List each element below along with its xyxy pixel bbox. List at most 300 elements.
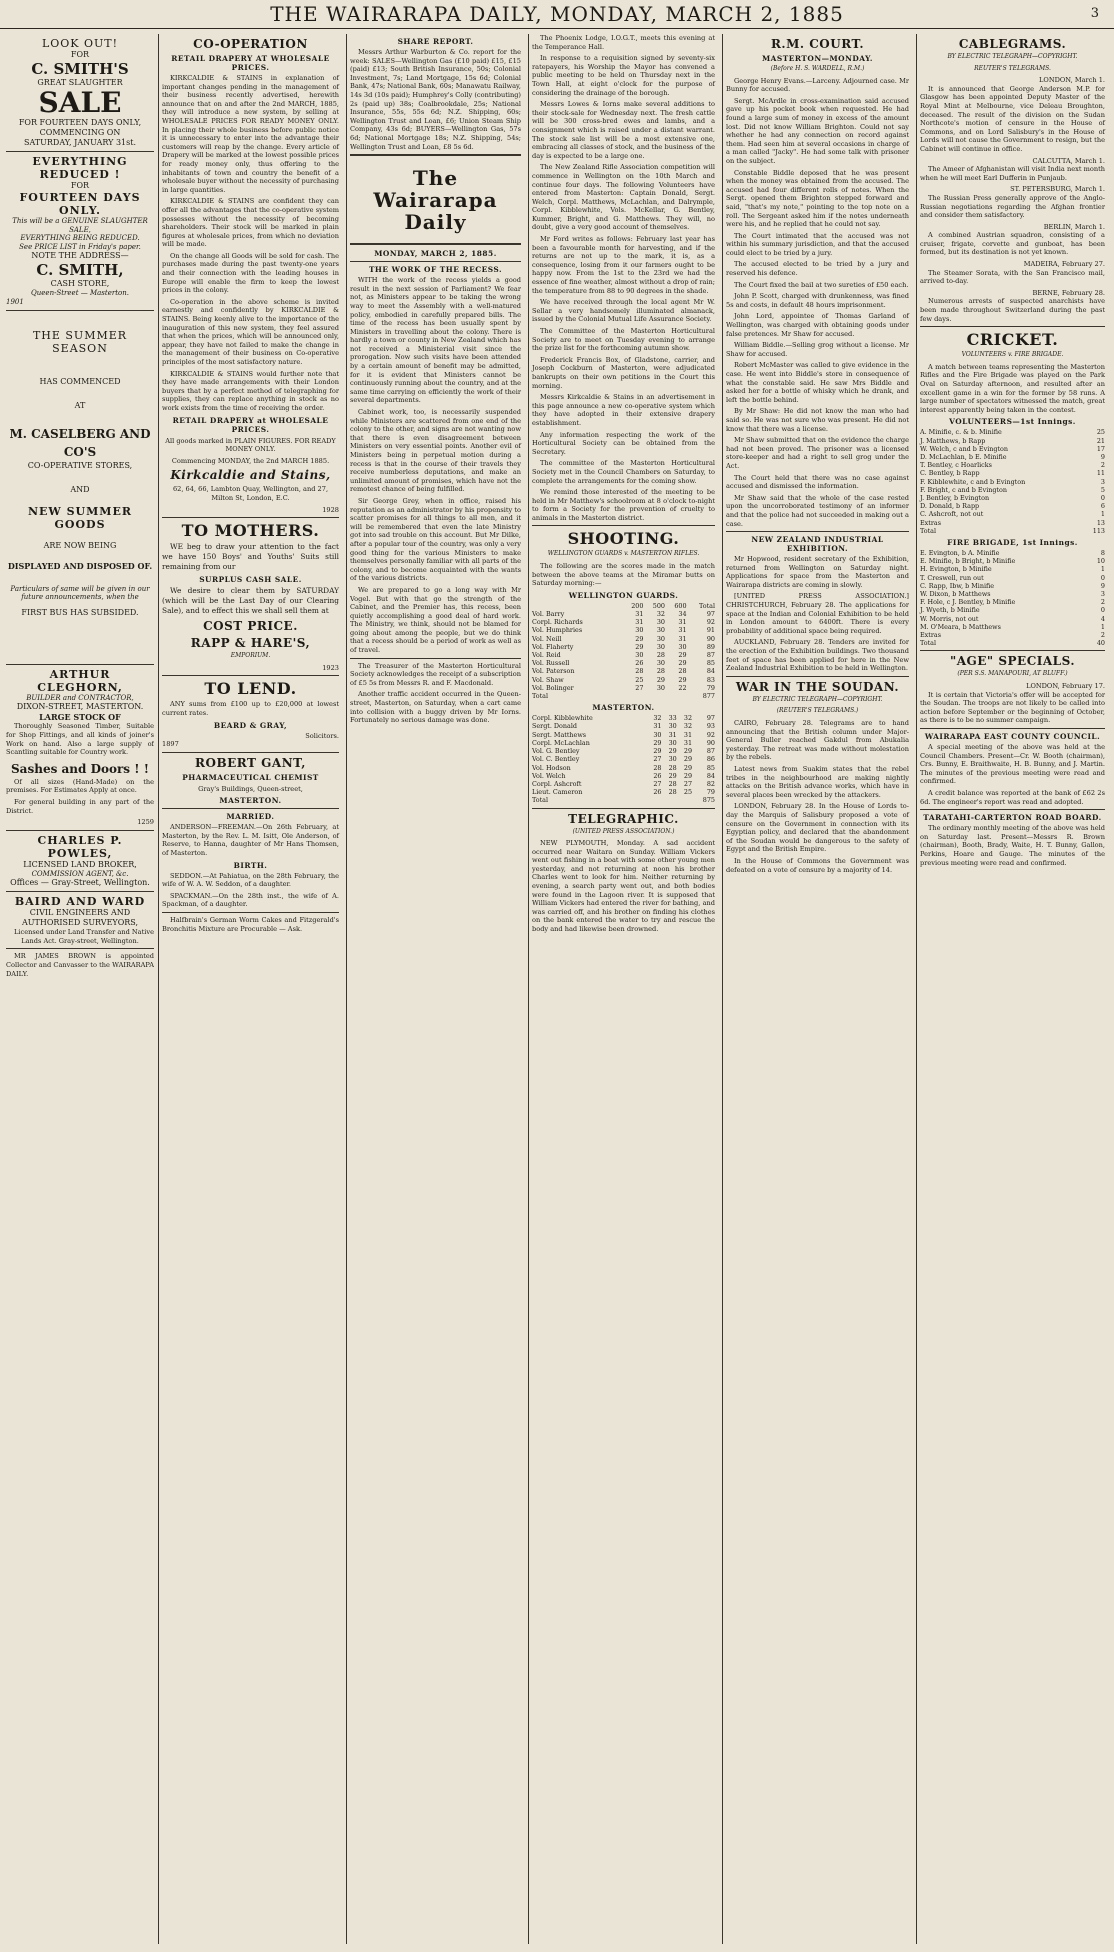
dateline: LONDON, February 17. bbox=[1026, 682, 1105, 691]
ad-line: C. SMITH'S bbox=[31, 60, 129, 78]
divider bbox=[162, 752, 339, 753]
ad-line: HAS COMMENCED bbox=[39, 376, 121, 386]
score-table-masterton bbox=[532, 714, 715, 804]
score-cell: 28 bbox=[678, 667, 687, 676]
batsman-name: D. Donald, b Rapp bbox=[920, 502, 980, 511]
runs-cell: 1 bbox=[1100, 510, 1105, 519]
player-name: Vol. Hodson bbox=[532, 763, 571, 772]
section-heading: TELEGRAPHIC. bbox=[568, 811, 679, 826]
range-header: 500 bbox=[652, 601, 665, 610]
ad-line: PHARMACEUTICAL CHEMIST bbox=[182, 772, 319, 782]
article-paragraph: Constable Biddle deposed that he was present when the money was obtained from the accused. The accused had four different rolls of notes. When the Sergt. opened them Brighton stepped forward and said, "that's my note," pointing to the top note on a roll. The Sergeant asked him if the notes underneath were his, and he replied that he could not say. bbox=[726, 168, 909, 229]
divider bbox=[162, 517, 339, 518]
score-cell: 25 bbox=[635, 675, 644, 684]
section-subheading: (UNITED PRESS ASSOCIATION.) bbox=[572, 827, 675, 835]
table-row bbox=[920, 549, 1105, 557]
runs-cell: 25 bbox=[1096, 428, 1105, 437]
notice: Halfbrain's German Worm Cakes and Fitzgerald's Bronchitis Mixture are Procurable — Ask. bbox=[162, 916, 339, 933]
runs-cell: 0 bbox=[1100, 494, 1105, 502]
article-paragraph: Mr Shaw said that the whole of the case rested upon the uncorroborated testimony of an informer and that the police had not succeeded in making out a case. bbox=[726, 493, 909, 528]
runs-cell: 3 bbox=[1100, 477, 1105, 486]
score-cell: 87 bbox=[706, 747, 715, 756]
article-paragraph: KIRKCALDIE & STAINS would further note that they have made arrangements with their London buyers that by a perfect method of telegraphing for supplies, they can replace anything in stock as no work exists from the time of receiving the order. bbox=[162, 369, 339, 412]
ad-body: We desire to clear them by SATURDAY (which will be the Last Day of our Clearing Sale), and to effect this we shall sell them at bbox=[162, 586, 339, 616]
score-cell: 31 bbox=[635, 610, 644, 619]
ad-line: ARE NOW BEING bbox=[43, 540, 117, 550]
score-cell: 31 bbox=[635, 618, 644, 627]
article-paragraph: We are prepared to go a long way with Mr Vogel. But with that go the strength of the Cabinet, and the Premier has, this recess, been quietly accomplishing a good deal of hard work. The Ministry, we think, should not be blamed for going about among the people, but we do think that a recess should be a period of work as well as of travel. bbox=[350, 585, 521, 655]
ad-body: For general building in any part of the District. bbox=[6, 797, 154, 815]
score-cell: 92 bbox=[706, 730, 715, 739]
ad-body: Of all sizes (Hand-Made) on the premises. For Estimates Apply at once. bbox=[6, 777, 154, 795]
article-paragraph: The Treasurer of the Masterton Horticultural Society acknowledges the receipt of a subscription of £5 5s from Messrs R. and F. Macdonald. bbox=[350, 661, 521, 687]
masthead-title: THE WAIRARAPA DAILY, MONDAY, MARCH 2, 1885 bbox=[270, 2, 844, 26]
section-heading: TARATAHI-CARTERTON ROAD BOARD. bbox=[923, 813, 1102, 823]
table-row bbox=[920, 510, 1105, 518]
table-row bbox=[532, 764, 715, 772]
player-name: Vol. Humphries bbox=[532, 626, 583, 635]
table-row bbox=[532, 651, 715, 659]
dateline: CALCUTTA, March 1. bbox=[1032, 156, 1105, 165]
score-cell: 83 bbox=[706, 675, 715, 684]
section-heading: CABLEGRAMS. bbox=[958, 37, 1067, 51]
table-row bbox=[920, 606, 1105, 614]
score-cell: 30 bbox=[668, 738, 677, 747]
runs-cell: 17 bbox=[1096, 444, 1105, 453]
score-cell: 31 bbox=[678, 618, 687, 627]
article-paragraph: Messrs Arthur Warburton & Co. report for the week: SALES—Wellington Gas (£10 paid) £15, £15 (paid) £13; South British Insurance, 50s; Colonial Investment, 7s; Land Mortgage, 15s 6d; Colonial Bank, 47s; National Bank, 60s; Manawatu Railway, 14s 3d (10s paid); Humphrey's Colly (contributing) 2s (paid up) 38s; Coalbrookdale, 25s; National Insurance, 55s, 55s 6d; N.Z. Shipping, 60s; Wellington Trust and Loan, £6; Union Steam Ship Company, 43s 6d; BUYERS—Wellington Gas, 57s 6d; National Mortgage 18s; N.Z. Shipping, 54s; Wellington Trust and Loan, £8 5s 6d. bbox=[350, 48, 521, 151]
score-cell: 29 bbox=[668, 771, 677, 780]
section-subheading: (Before H. S. WARDELL, R.M.) bbox=[770, 65, 865, 72]
player-name: Sergt. Donald bbox=[532, 722, 577, 731]
table-row bbox=[532, 684, 715, 692]
score-cell: 30 bbox=[656, 618, 665, 627]
divider bbox=[6, 664, 154, 665]
divider bbox=[6, 830, 154, 831]
runs-cell: 9 bbox=[1100, 581, 1105, 590]
batsman-name: A. Minifie, c. & b. Minifie bbox=[920, 428, 1002, 437]
article-paragraph: Numerous arrests of suspected anarchists have been made throughout Switzerland during the past few days. bbox=[920, 297, 1105, 323]
runs-cell: 21 bbox=[1096, 436, 1105, 445]
table-row bbox=[920, 582, 1105, 590]
score-cell: 31 bbox=[668, 730, 677, 739]
runs-cell: 2 bbox=[1100, 598, 1105, 607]
ad-line: CO-OPERATIVE STORES, bbox=[27, 460, 133, 470]
ad-line: BAIRD AND WARD bbox=[14, 895, 146, 909]
score-cell: 32 bbox=[683, 714, 693, 723]
score-cell: 30 bbox=[656, 642, 665, 651]
score-cell: 28 bbox=[668, 763, 677, 772]
article-paragraph: The Court held that there was no case against accused and dismissed the information. bbox=[726, 473, 909, 491]
ad-line: Solicitors. bbox=[305, 731, 339, 740]
divider bbox=[920, 728, 1105, 729]
ad-line: Queen-Street — Masterton. bbox=[31, 289, 129, 298]
article-paragraph: The Steamer Sorata, with the San Francisco mail, arrived to-day. bbox=[920, 268, 1105, 286]
ad-line: NEW SUMMER GOODS bbox=[27, 504, 133, 531]
team-total: 875 bbox=[702, 796, 715, 805]
score-cell: 91 bbox=[706, 626, 715, 635]
ad-line: C. SMITH, bbox=[36, 261, 124, 280]
score-cell: 26 bbox=[653, 771, 662, 780]
ad-heading: COST PRICE. bbox=[203, 619, 298, 634]
divider bbox=[6, 310, 154, 311]
score-cell: 29 bbox=[656, 675, 665, 684]
team-total: 877 bbox=[702, 692, 715, 701]
table-row bbox=[920, 590, 1105, 598]
article-paragraph: Sir George Grey, when in office, raised his reputation as an administrator by his propensity to scatter promises for all things to all men, and it will be remembered that even the late Ministry got into sad trouble on this account. But Mr Dilke, after a popular tour of the country, was only a very good thing for the various Ministers to make themselves personally familiar with all parts of the colony, and to become acquainted with the wants of the various districts. bbox=[350, 496, 521, 583]
batsman-name: C. Bentley, b Rapp bbox=[920, 469, 980, 478]
table-row bbox=[920, 623, 1105, 631]
batsman-name: H. Evington, b Minifie bbox=[920, 565, 992, 574]
runs-cell: 10 bbox=[1096, 557, 1105, 566]
section-subheading: BY ELECTRIC TELEGRAPH—COPYRIGHT. bbox=[947, 53, 1078, 60]
range-header: 200 bbox=[631, 601, 644, 610]
article-paragraph: KIRKCALDIE & STAINS are confident they can offer all the advantages that the co-operative system possesses without the necessity of becoming shareholders. Their stock will be marked in plain figures at wholesale prices, from which no deviation will be made. bbox=[162, 197, 339, 249]
article-paragraph: It is announced that George Anderson M.P. for Glasgow has been appointed Deputy Master of the Royal Mint at Melbourne, vice Deleau Broughton, deceased. The result of the division on the Sudan Northcote's motion of censure in the House of Commons, and on Lord Salisbury's in the House of Lords will not cause the Government to resign, but the Cabinet will continue in office. bbox=[920, 84, 1105, 153]
article-paragraph: The Court fixed the bail at two sureties of £50 each. bbox=[734, 280, 909, 289]
score-cell: 93 bbox=[706, 722, 715, 731]
ad-heading: Kirkcaldie and Stains, bbox=[170, 468, 331, 483]
runs-cell: 3 bbox=[1100, 590, 1105, 599]
section-subheading: REUTER'S TELEGRAMS. bbox=[974, 64, 1051, 72]
score-cell: 84 bbox=[706, 771, 715, 780]
section-heading: NEW ZEALAND INDUSTRIAL EXHIBITION. bbox=[751, 535, 884, 554]
score-cell: 82 bbox=[706, 779, 715, 788]
table-row bbox=[532, 722, 715, 730]
divider bbox=[532, 525, 715, 526]
score-cell: 30 bbox=[656, 683, 665, 692]
ad-line: BUILDER and CONTRACTOR, bbox=[26, 693, 134, 702]
player-name: Vol. Shaw bbox=[532, 675, 564, 684]
table-total-row: Total 877 bbox=[532, 692, 715, 701]
section-subheading: RETAIL DRAPERY AT WHOLESALE PRICES. bbox=[171, 54, 330, 72]
score-cell: 29 bbox=[668, 747, 677, 756]
range-header: Total bbox=[698, 601, 715, 610]
batsman-name: M. O'Meara, b Matthews bbox=[920, 622, 1001, 631]
score-cell: 28 bbox=[653, 763, 662, 772]
article-paragraph: The Russian Press generally approve of the Anglo-Russian negotiations regarding the Afghan frontier and consider them satisfactory. bbox=[920, 193, 1105, 220]
article-paragraph: Robert McMaster was called to give evidence in the case. He went into Biddle's store in consequence of what the constable said. He saw Mrs Biddle and asked her for a bottle of whisky which he drank, and left the bottle behind. bbox=[726, 361, 909, 404]
ad-line: AND bbox=[70, 484, 90, 494]
score-cell: 29 bbox=[653, 738, 662, 747]
score-cell: 29 bbox=[635, 642, 644, 651]
article-paragraph: CAIRO, February 28. Telegrams are to hand announcing that the British column under Major-General Buller reached Gakdul from Abukalia yesterday. The retreat was made without molestation by the rebels. bbox=[726, 719, 909, 762]
divider bbox=[6, 948, 154, 949]
table-row bbox=[920, 615, 1105, 623]
divider bbox=[920, 650, 1105, 651]
batsman-name: C. Ashcroft, not out bbox=[920, 510, 984, 519]
ad-heading: BEARD & GRAY, bbox=[213, 720, 288, 730]
table-row bbox=[920, 598, 1105, 606]
ad-line: DISPLAYED AND DISPOSED OF. bbox=[7, 560, 153, 571]
score-cell: 30 bbox=[656, 626, 665, 635]
player-name: Vol. Bolinger bbox=[532, 683, 574, 692]
table-row bbox=[532, 676, 715, 684]
score-cell: 29 bbox=[678, 675, 687, 684]
score-cell: 31 bbox=[678, 626, 687, 635]
player-name: Vol. Reid bbox=[532, 651, 561, 660]
divider bbox=[726, 531, 909, 532]
batsman-name: D. McLachlan, b E. Minifie bbox=[920, 452, 1007, 461]
table-row bbox=[920, 557, 1105, 565]
divider bbox=[350, 261, 521, 262]
article-paragraph: In the House of Commons the Government was defeated on a vote of censure by a majority of 14. bbox=[726, 856, 909, 874]
dateline: BERLIN, March 1. bbox=[1043, 222, 1105, 231]
team-heading: MASTERTON. bbox=[592, 703, 655, 713]
ad-line: FIRST BUS HAS SUBSIDED. bbox=[21, 607, 139, 617]
ad-line: This will be a GENUINE SLAUGHTER SALE, bbox=[12, 217, 148, 234]
batsman-name: W. Morris, not out bbox=[920, 614, 979, 623]
table-row bbox=[532, 780, 715, 788]
article-paragraph: On the change all Goods will be sold for cash. The purchases made during the past twenty-one years and their connection with the leading houses in Europe will enable the firm to keep the lowest prices in the colony. bbox=[162, 251, 339, 295]
caselberg-ad bbox=[6, 329, 154, 618]
dateline: LONDON, March 1. bbox=[1039, 76, 1105, 85]
score-cell: 31 bbox=[653, 722, 662, 731]
ad-body: WE beg to draw your attention to the fact we have 150 Boys' and Youths' Suits still remaining from our bbox=[162, 542, 339, 572]
ad-line: CASH STORE, bbox=[50, 279, 110, 289]
ad-line: All goods marked in PLAIN FIGURES. FOR READY MONEY ONLY. bbox=[165, 436, 336, 454]
divider bbox=[726, 676, 909, 677]
table-total-row: Total 40 bbox=[920, 639, 1105, 648]
table-row bbox=[532, 755, 715, 763]
player-name: Corpl. McLachlan bbox=[532, 738, 590, 747]
score-cell: 85 bbox=[706, 763, 715, 772]
score-cell: 28 bbox=[668, 779, 677, 788]
batsman-name: W. Welch, c and b Evington bbox=[920, 444, 1008, 453]
ad-line: See PRICE LIST in Friday's paper. bbox=[19, 242, 141, 251]
score-cell: 26 bbox=[653, 788, 662, 797]
divider bbox=[6, 151, 154, 152]
score-cell: 29 bbox=[683, 763, 693, 772]
table-row bbox=[920, 437, 1105, 445]
score-cell: 31 bbox=[678, 634, 687, 643]
column-5 bbox=[722, 34, 912, 1944]
table-row bbox=[532, 788, 715, 796]
player-name: Lieut. Cameron bbox=[532, 788, 583, 797]
article-paragraph: Cabinet work, too, is necessarily suspended while Ministers are scattered from one end of the colony to the other, and signs are not wanting now that there is even disagreement between Ministers on very essential points. Another evil of Ministers being in perpetual motion during a recess is that in the course of their travels they receive numberless deputations, and make an unlimited amount of promises, which have not the remotest chance of being fulfilled. bbox=[350, 408, 521, 494]
player-name: Vol. G. Bentley bbox=[532, 747, 580, 756]
section-subheading: VOLUNTEERS v. FIRE BRIGADE. bbox=[961, 351, 1064, 359]
score-cell: 79 bbox=[706, 683, 715, 692]
score-cell: 33 bbox=[668, 714, 677, 723]
ad-heading: RAPP & HARE'S, bbox=[190, 636, 311, 651]
ad-body: Thoroughly Seasoned Timber, Suitable for Shop Fittings, and all kinds of joiner's Work on hand. Also a large supply of Scantling suitable for Country work. bbox=[6, 722, 154, 757]
section-heading: SHOOTING. bbox=[567, 529, 680, 549]
runs-cell: 11 bbox=[1096, 469, 1105, 478]
table-row bbox=[532, 747, 715, 755]
article-paragraph: [UNITED PRESS ASSOCIATION.] CHRISTCHURCH, February 28. The applications for space at the Indian and Colonial Exhibition to be held in London amount to 6400ft. There is every probability of additional space being required. bbox=[726, 592, 909, 635]
score-cell: 29 bbox=[683, 771, 693, 780]
notice: MR JAMES BROWN is appointed Collector and Canvasser to the WAIRARAPA DAILY. bbox=[6, 952, 154, 978]
smith-sale-ad bbox=[6, 37, 154, 307]
player-name: Sergt. Matthews bbox=[532, 730, 587, 739]
batsman-name: T. Bentley, c Hoarlicks bbox=[920, 461, 992, 470]
score-cell: 79 bbox=[706, 788, 715, 797]
section-heading: BIRTH. bbox=[233, 860, 268, 870]
table-row bbox=[532, 772, 715, 780]
article-paragraph: We have received through the local agent Mr W. Sellar a very handsomely illuminated almanack, issued by the Colonial Mutual Life Assurance Society. bbox=[532, 298, 715, 324]
batsman-name: C. Rapp, Ibw, b Minifie bbox=[920, 581, 995, 590]
article-paragraph: The Committee of the Masterton Horticultural Society are to meet on Tuesday evening to arrange the prize list for the forthcoming autumn show. bbox=[532, 327, 715, 353]
article-paragraph: John Lord, appointee of Thomas Garland of Wellington, was charged with obtaining goods under false pretences. Mr Shaw for accused. bbox=[726, 312, 909, 338]
batsman-name: T. Creswell, run out bbox=[920, 573, 984, 582]
cleghorn-ad bbox=[6, 668, 154, 827]
article-paragraph: The New Zealand Rifle Association competition will commence in Wellington on the 10th March and continue four days. The following Volunteers have entered from Masterton: Captain Donald, Sergt. Welch, Corpl. Matthews, McLachlan, and Dalrymple, Corpl. Kibblewhite, Vols. McKellar, G. Bentley, Kummer, Bright, and G. Matthews. They will, no doubt, give a very good account of themselves. bbox=[532, 163, 715, 232]
article-paragraph: By Mr Shaw: He did not know the man who had said so. He was not sure who was present. He did not know that there was a license. bbox=[726, 407, 909, 433]
article-paragraph: The accused elected to be tried by a jury and reserved his defence. bbox=[726, 260, 909, 278]
table-row bbox=[920, 486, 1105, 494]
section-heading: WAIRARAPA EAST COUNTY COUNCIL. bbox=[924, 732, 1101, 742]
table-row bbox=[920, 502, 1105, 510]
runs-cell: 13 bbox=[1096, 518, 1105, 527]
ad-line: LARGE STOCK OF bbox=[39, 712, 121, 723]
ad-line: DIXON-STREET, MASTERTON. bbox=[16, 702, 144, 712]
player-name: Vol. Welch bbox=[532, 771, 566, 780]
ad-line: AT bbox=[74, 400, 86, 410]
score-cell: 97 bbox=[706, 610, 715, 619]
batsman-name: Extras bbox=[920, 518, 941, 527]
ad-line: THE SUMMER SEASON bbox=[32, 328, 128, 355]
ad-line: SALE bbox=[38, 86, 122, 119]
score-cell: 90 bbox=[706, 634, 715, 643]
runs-cell: 1 bbox=[1100, 622, 1105, 631]
ad-line: EVERYTHING REDUCED ! bbox=[32, 155, 128, 181]
divider bbox=[920, 809, 1105, 810]
table-row bbox=[532, 626, 715, 634]
article-paragraph: Mr Ford writes as follows: February last year has been a favourable month for harvesting, and if the returns are not up to the mark, it is, as a consequence, losing from it our farmers ought to be happy now. From the 1st to the 23rd we had the essence of fine weather, almost without a drop of rain; the temperature from 88 to 90 degrees in the shade. bbox=[532, 235, 715, 295]
ad-line: EMPORIUM. bbox=[230, 652, 271, 660]
ad-line: COMMENCING ON bbox=[39, 128, 121, 137]
article-paragraph: The Court intimated that the accused was not within his summary jurisdiction, and that the accused could elect to be tried by a jury. bbox=[726, 231, 909, 257]
player-name: Vol. Russell bbox=[532, 659, 570, 668]
team-heading: WELLINGTON GUARDS. bbox=[568, 590, 679, 600]
innings-heading: FIRE BRIGADE, 1st Innings. bbox=[947, 538, 1078, 548]
table-row bbox=[532, 714, 715, 722]
score-cell: 30 bbox=[668, 722, 677, 731]
ad-number: 1897 bbox=[162, 740, 179, 749]
score-cell: 27 bbox=[653, 779, 662, 788]
score-cell: 89 bbox=[706, 642, 715, 651]
ad-number: 1901 bbox=[6, 297, 24, 306]
article-paragraph: Another traffic accident occurred in the Queen-street, Masterton, on Saturday, when a cart came into collision with a buggy driven by Mr Iorns. Fortunately no serious damage was done. bbox=[350, 690, 521, 725]
table-header-row bbox=[532, 602, 715, 610]
player-name: Corpl. Kibblewhite bbox=[532, 714, 593, 723]
table-row bbox=[532, 635, 715, 643]
score-cell: 28 bbox=[656, 651, 665, 660]
score-cell: 32 bbox=[653, 714, 662, 723]
divider bbox=[350, 243, 521, 246]
batsman-name: J. Bentley, b Evington bbox=[920, 494, 990, 502]
score-cell: 28 bbox=[668, 788, 677, 797]
ad-line: FOR bbox=[70, 50, 90, 59]
section-subheading: RETAIL DRAPERY at WHOLESALE PRICES. bbox=[172, 415, 329, 434]
ad-body: Licensed under Land Transfer and Native Lands Act. Gray-street, Wellington. bbox=[14, 928, 154, 945]
article-paragraph: WITH the work of the recess yields a good result in the next session of Parliament? We fear not, as Ministers appear to be taking the wrong way to meet the Assembly with a well-matured policy, embodied in carefully prepared bills. The time of the recess has been usually spent by Ministers in travelling about the colony. There is hardly a town or county in New Zealand which has not received a Ministerial visit since the prorogation. Now such visits have been attended by a certain amount of benefit may be admitted, for it is evident that Ministers cannot be continuously running about the country, and at the same time carrying on efficiently the work of their several departments. bbox=[350, 276, 521, 405]
ad-line: LOOK OUT! bbox=[41, 37, 119, 50]
score-cell: 85 bbox=[706, 659, 715, 668]
table-row bbox=[920, 519, 1105, 527]
score-table-guards bbox=[532, 602, 715, 700]
runs-cell: 0 bbox=[1100, 606, 1105, 615]
score-cell: 30 bbox=[635, 626, 644, 635]
ad-line: SATURDAY, JANUARY 31st. bbox=[23, 138, 137, 147]
ad-line: Particulars of same will be given in our future announcements, when the bbox=[10, 584, 150, 602]
ad-line: NOTE THE ADDRESS— bbox=[31, 251, 129, 261]
ad-line: Gray's Buildings, Queen-street, bbox=[198, 784, 303, 793]
powles-ad bbox=[6, 834, 154, 889]
innings-heading: VOLUNTEERS—1st Innings. bbox=[949, 417, 1076, 427]
ad-number: 1928 bbox=[322, 505, 339, 514]
ad-line: CIVIL ENGINEERS AND AUTHORISED SURVEYORS, bbox=[21, 908, 139, 928]
notice: ANDERSON—FREEMAN.—On 26th February, at Masterton, by the Rev. L. M. Isitt, Ole Anderson, of Reserve, to Hanna, daughter of Mr Hans Thomsen, of Masterton. bbox=[162, 823, 339, 858]
table-total-row: Total 875 bbox=[532, 796, 715, 805]
score-cell: 29 bbox=[678, 659, 687, 668]
player-name: Vol. C. Bentley bbox=[532, 755, 580, 764]
score-cell: 84 bbox=[706, 667, 715, 676]
table-row bbox=[532, 610, 715, 618]
score-cell: 29 bbox=[653, 747, 662, 756]
ad-line: LICENSED LAND BROKER, bbox=[23, 859, 137, 869]
article-paragraph: Messrs Lowes & Iorns make several additions to their stock-sale for Wednesday next. The fresh cattle will be 300 cross-bred ewes and lambs, and a consignment which is raised under a distant warrant. The stock sale list will be a most extensive one, embracing all classes of stock, and the business of the day is expected to be a large one. bbox=[532, 100, 715, 160]
article-paragraph: The ordinary monthly meeting of the above was held on Saturday last. Present—Messrs R. Brown (chairman), Booth, Brady, Waite, H. T. Bunny, Gallon, Perkins, Hoare and Gauge. The minutes of the previous meeting were read and confirmed. bbox=[920, 824, 1105, 867]
section-subheading: WELLINGTON GUARDS v. MASTERTON RIFLES. bbox=[547, 550, 700, 558]
article-paragraph: The following are the scores made in the match between the above teams at the Miramar butts on Saturday morning:— bbox=[532, 562, 715, 588]
player-name: Vol. Paterson bbox=[532, 667, 575, 676]
score-cell: 26 bbox=[635, 659, 644, 668]
runs-cell: 4 bbox=[1100, 614, 1105, 623]
score-cell: 32 bbox=[683, 722, 693, 731]
ad-line: M. CASELBERG AND CO'S bbox=[9, 426, 151, 459]
table-total-row: Total 113 bbox=[920, 526, 1105, 535]
ad-line: GREAT SLAUGHTER bbox=[37, 78, 123, 87]
notice: SEDDON.—At Pahiatua, on the 28th February, the wife of W. A. W. Seddon, of a daughter. bbox=[162, 871, 339, 889]
article-paragraph: NEW PLYMOUTH, Monday. A sad accident occurred near Waitara on Sunday. William Vickers went out fishing in a boat with some other young men yesterday, and not returning at noon his brother Charles went to look for him. Neither returning by evening, a search party went out, and both bodies were found in the Lagoon river. It is supposed that William Vickers had entered the river for bathing, and was carried off, and his brother on finding his clothes on the bank entered the water to try and rescue the body and had likewise been drowned. bbox=[532, 839, 715, 934]
batsman-name: E. Evington, b A. Minifie bbox=[920, 549, 1000, 558]
score-cell: 27 bbox=[653, 755, 662, 764]
article-paragraph: John P. Scott, charged with drunkenness, was fined 5s and costs, in default 48 hours imprisonment. bbox=[726, 292, 909, 309]
score-cell: 28 bbox=[635, 667, 644, 676]
ad-line: COMMISSION AGENT, &c. bbox=[31, 869, 129, 878]
score-cell: 31 bbox=[683, 730, 693, 739]
ad-line: FOR FOURTEEN DAYS ONLY, bbox=[18, 118, 142, 127]
divider bbox=[162, 912, 339, 913]
table-row bbox=[920, 565, 1105, 573]
ad-line: EVERYTHING BEING REDUCED. bbox=[20, 234, 140, 243]
runs-cell: 2 bbox=[1100, 461, 1105, 470]
batsman-name: J. Matthews, b Rapp bbox=[920, 436, 986, 445]
score-cell: 27 bbox=[635, 683, 644, 692]
section-subheading: (REUTER'S TELEGRAMS.) bbox=[776, 707, 859, 715]
section-heading: CRICKET. bbox=[966, 330, 1059, 350]
column-4 bbox=[528, 34, 718, 1944]
article-paragraph: William Biddle.—Selling grog without a license. Mr Shaw for accused. bbox=[726, 341, 909, 358]
score-cell: 29 bbox=[678, 651, 687, 660]
batsman-name: Extras bbox=[920, 631, 941, 640]
article-paragraph: The Phoenix Lodge, I.O.G.T., meets this evening at the Temperance Hall. bbox=[532, 34, 715, 51]
divider bbox=[920, 326, 1105, 327]
baird-ward-ad bbox=[6, 895, 154, 945]
score-cell: 92 bbox=[706, 618, 715, 627]
page-number: 3 bbox=[1090, 6, 1100, 21]
score-cell: 90 bbox=[706, 738, 715, 747]
divider bbox=[350, 658, 521, 659]
score-cell: 97 bbox=[706, 714, 715, 723]
batsman-name: F. Hole, c J. Bentley, b Minifie bbox=[920, 598, 1016, 607]
article-paragraph: George Henry Evans.—Larceny. Adjourned case. Mr Bunny for accused. bbox=[726, 76, 909, 94]
dateline: ST. PETERSBURG, March 1. bbox=[1010, 185, 1105, 194]
section-subheading: (PER S.S. MANAPOURI, AT BLUFF.) bbox=[957, 670, 1068, 678]
column-6 bbox=[916, 34, 1108, 1944]
